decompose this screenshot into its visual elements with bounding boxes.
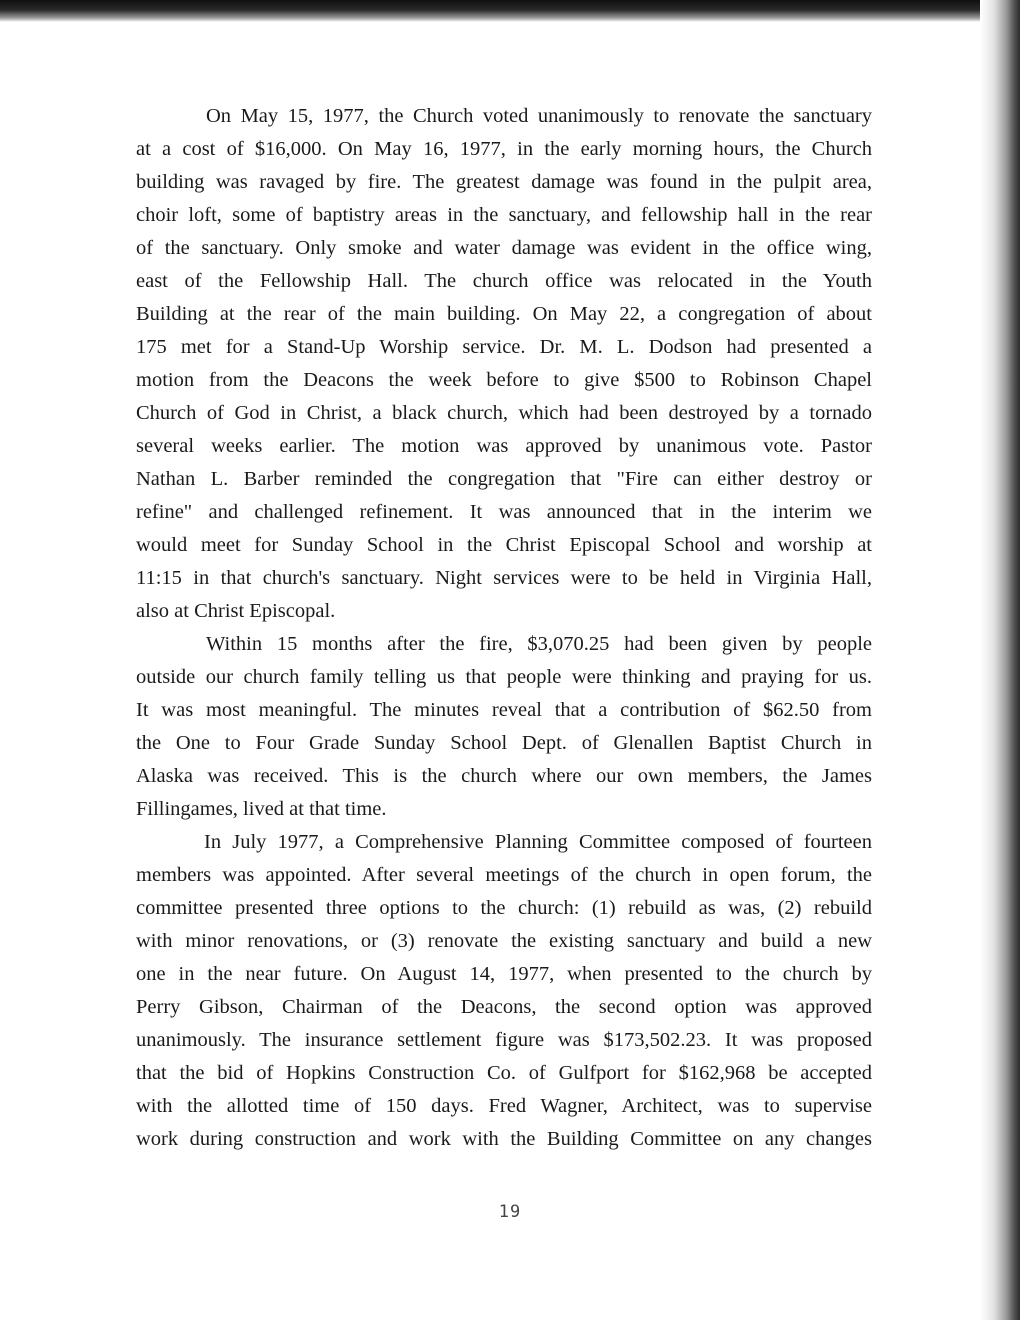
text-line: unanimously. The insurance settlement figure was $173,502.23. It was proposed <box>136 1029 872 1051</box>
scan-right-edge <box>980 0 1020 1320</box>
text-line: choir loft, some of baptistry areas in the sanctuary, and fellowship hall in the rear <box>136 204 872 226</box>
text-line: outside our church family telling us that people were thinking and praying for us. <box>136 666 872 688</box>
paragraph-2 <box>136 628 872 826</box>
text-line: Nathan L. Barber reminded the congregation that "Fire can either destroy or <box>136 468 872 490</box>
text-line: at a cost of $16,000. On May 16, 1977, in the early morning hours, the Church <box>136 138 872 160</box>
text-line: several weeks earlier. The motion was approved by unanimous vote. Pastor <box>136 435 872 457</box>
text-line: motion from the Deacons the week before to give $500 to Robinson Chapel <box>136 369 872 391</box>
text-line: that the bid of Hopkins Construction Co. of Gulfport for $162,968 be accepted <box>136 1062 872 1084</box>
text-line: Perry Gibson, Chairman of the Deacons, the second option was approved <box>136 996 872 1018</box>
text-line: Church of God in Christ, a black church, which had been destroyed by a tornado <box>136 402 872 424</box>
text-line: Within 15 months after the fire, $3,070.25 had been given by people <box>206 633 872 655</box>
text-line: east of the Fellowship Hall. The church office was relocated in the Youth <box>136 270 872 292</box>
text-line: would meet for Sunday School in the Christ Episcopal School and worship at <box>136 534 872 556</box>
text-line: with the allotted time of 150 days. Fred Wagner, Architect, was to supervise <box>136 1095 872 1117</box>
text-line: of the sanctuary. Only smoke and water damage was evident in the office wing, <box>136 237 872 259</box>
paragraph-3 <box>136 826 872 1156</box>
text-line: 11:15 in that church's sanctuary. Night services were to be held in Virginia Hall, <box>136 567 872 589</box>
text-line: Fillingames, lived at that time. <box>136 798 387 820</box>
text-line: one in the near future. On August 14, 1977, when presented to the church by <box>136 963 872 985</box>
text-line: also at Christ Episcopal. <box>136 600 336 622</box>
text-line: with minor renovations, or (3) renovate the existing sanctuary and build a new <box>136 930 872 952</box>
text-line: work during construction and work with the Building Committee on any changes <box>136 1128 872 1150</box>
text-line: In July 1977, a Comprehensive Planning Committee composed of fourteen <box>204 831 872 853</box>
text-line: Building at the rear of the main building. On May 22, a congregation of about <box>136 303 872 325</box>
paragraph-1 <box>136 100 872 628</box>
text-line: On May 15, 1977, the Church voted unanimously to renovate the sanctuary <box>206 105 872 127</box>
text-line: It was most meaningful. The minutes reveal that a contribution of $62.50 from <box>136 699 872 721</box>
text-line: 175 met for a Stand-Up Worship service. Dr. M. L. Dodson had presented a <box>136 336 872 358</box>
scan-top-edge <box>0 0 1020 22</box>
text-line: committee presented three options to the church: (1) rebuild as was, (2) rebuild <box>136 897 872 919</box>
document-page <box>136 100 872 1156</box>
page-number: 19 <box>498 1202 522 1222</box>
text-line: Alaska was received. This is the church where our own members, the James <box>136 765 872 787</box>
text-line: building was ravaged by fire. The greatest damage was found in the pulpit area, <box>136 171 872 193</box>
text-line: the One to Four Grade Sunday School Dept. of Glenallen Baptist Church in <box>136 732 872 754</box>
text-line: refine" and challenged refinement. It was announced that in the interim we <box>136 501 872 523</box>
text-line: members was appointed. After several meetings of the church in open forum, the <box>136 864 872 886</box>
